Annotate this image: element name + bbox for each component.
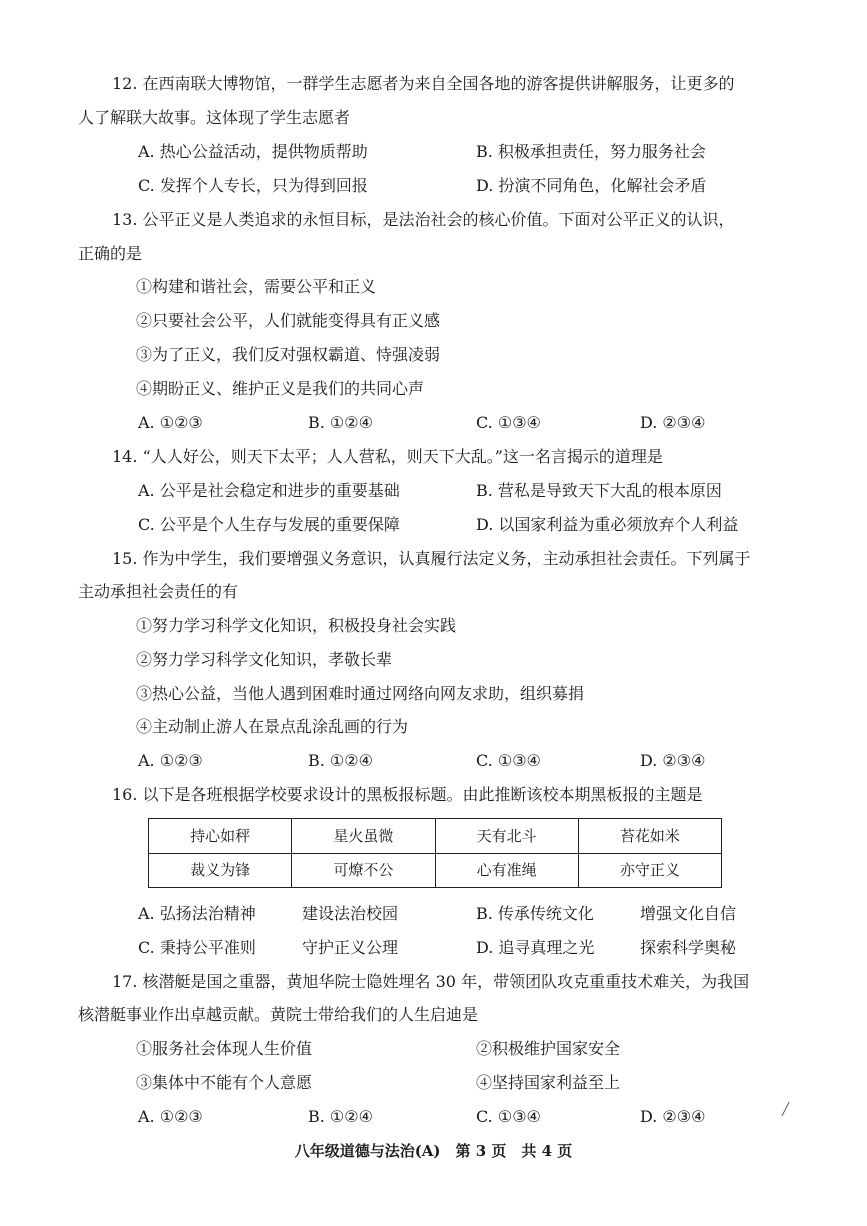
question-14-option-a: A. 公平是社会稳定和进步的重要基础 bbox=[138, 481, 400, 500]
pen-mark: ╱ bbox=[782, 1102, 790, 1116]
question-16-stem: 16. 以下是各班根据学校要求设计的黑板报标题。由此推断该校本期黑板报的主题是 bbox=[112, 785, 703, 804]
question-16-option-a: A. 弘扬法治精神 bbox=[138, 904, 256, 923]
question-12-option-d: D. 扮演不同角色，化解社会矛盾 bbox=[476, 176, 707, 195]
question-13-stem-cont: 正确的是 bbox=[78, 244, 143, 263]
question-17-option-d: D. ②③④ bbox=[640, 1107, 706, 1126]
board-cell: 心有准绳 bbox=[435, 853, 578, 888]
question-13-statement-1: ①构建和谐社会，需要公平和正义 bbox=[136, 277, 377, 296]
question-14-option-c: C. 公平是个人生存与发展的重要保障 bbox=[138, 515, 400, 534]
question-13-statement-4: ④期盼正义、维护正义是我们的共同心声 bbox=[136, 379, 425, 398]
question-12-option-c: C. 发挥个人专长，只为得到回报 bbox=[138, 176, 368, 195]
question-13-option-c: C. ①③④ bbox=[476, 413, 541, 432]
question-13-statement-2: ②只要社会公平，人们就能变得具有正义感 bbox=[136, 311, 441, 330]
question-17-stem: 17. 核潜艇是国之重器，黄旭华院士隐姓埋名 30 年，带领团队攻克重重技术难关，为我国 bbox=[112, 972, 750, 991]
question-15-statement-3: ③热心公益，当他人遇到困难时通过网络向网友求助，组织募捐 bbox=[136, 684, 585, 703]
question-17-option-a: A. ①②③ bbox=[138, 1107, 203, 1126]
question-12-stem-cont: 人了解联大故事。这体现了学生志愿者 bbox=[78, 108, 351, 127]
question-15-option-a: A. ①②③ bbox=[138, 751, 203, 770]
question-13-option-d: D. ②③④ bbox=[640, 413, 706, 432]
table-row bbox=[149, 853, 722, 888]
question-15-option-c: C. ①③④ bbox=[476, 751, 541, 770]
question-16-option-c: C. 秉持公平准则 bbox=[138, 938, 256, 957]
question-15-statement-1: ①努力学习科学文化知识，积极投身社会实践 bbox=[136, 616, 457, 635]
page-footer: 八年级道德与法治(A) 第 3 页 共 4 页 bbox=[294, 1142, 573, 1160]
board-cell: 星火虽微 bbox=[292, 819, 435, 854]
question-15-statement-2: ②努力学习科学文化知识，孝敬长辈 bbox=[136, 650, 393, 669]
question-16-option-d: D. 追寻真理之光 bbox=[476, 938, 595, 957]
question-16-option-b: B. 传承传统文化 bbox=[476, 904, 594, 923]
question-17-statement-4: ④坚持国家利益至上 bbox=[476, 1073, 621, 1092]
question-13-statement-3: ③为了正义，我们反对强权霸道、恃强凌弱 bbox=[136, 345, 441, 364]
question-17-option-c: C. ①③④ bbox=[476, 1107, 541, 1126]
question-14-option-b: B. 营私是导致天下大乱的根本原因 bbox=[476, 481, 722, 500]
question-12-option-a: A. 热心公益活动，提供物质帮助 bbox=[138, 142, 368, 161]
question-17-statement-2: ②积极维护国家安全 bbox=[476, 1039, 621, 1058]
board-cell: 持心如秤 bbox=[149, 819, 292, 854]
question-15-stem: 15. 作为中学生，我们要增强义务意识，认真履行法定义务，主动承担社会责任。下列属于 bbox=[112, 549, 751, 568]
question-16-option-b-extra: 增强文化自信 bbox=[640, 904, 737, 923]
question-14-stem: 14. “人人好公，则天下太平；人人营私，则天下大乱。”这一名言揭示的道理是 bbox=[112, 447, 663, 466]
question-15-statement-4: ④主动制止游人在景点乱涂乱画的行为 bbox=[136, 717, 409, 736]
question-13-option-b: B. ①②④ bbox=[308, 413, 373, 432]
blackboard-titles-table bbox=[148, 818, 722, 888]
table-row bbox=[149, 819, 722, 854]
board-cell: 裁义为锋 bbox=[149, 853, 292, 888]
board-cell: 亦守正义 bbox=[578, 853, 721, 888]
question-16-option-a-extra: 建设法治校园 bbox=[302, 904, 399, 923]
board-cell: 苔花如米 bbox=[578, 819, 721, 854]
board-cell: 天有北斗 bbox=[435, 819, 578, 854]
question-12-stem: 12. 在西南联大博物馆，一群学生志愿者为来自全国各地的游客提供讲解服务，让更多的 bbox=[112, 74, 735, 93]
question-15-option-b: B. ①②④ bbox=[308, 751, 373, 770]
question-17-option-b: B. ①②④ bbox=[308, 1107, 373, 1126]
question-16-option-d-extra: 探索科学奥秘 bbox=[640, 938, 737, 957]
question-17-statement-1: ①服务社会体现人生价值 bbox=[136, 1039, 313, 1058]
question-17-statement-3: ③集体中不能有个人意愿 bbox=[136, 1073, 313, 1092]
question-15-option-d: D. ②③④ bbox=[640, 751, 706, 770]
board-cell: 可燎不公 bbox=[292, 853, 435, 888]
question-17-stem-cont: 核潜艇事业作出卓越贡献。黄院士带给我们的人生启迪是 bbox=[78, 1005, 479, 1024]
question-14-option-d: D. 以国家利益为重必须放弃个人利益 bbox=[476, 515, 739, 534]
question-12-option-b: B. 积极承担责任，努力服务社会 bbox=[476, 142, 706, 161]
question-13-option-a: A. ①②③ bbox=[138, 413, 203, 432]
question-13-stem: 13. 公平正义是人类追求的永恒目标，是法治社会的核心价值。下面对公平正义的认识， bbox=[112, 210, 735, 229]
question-16-option-c-extra: 守护正义公理 bbox=[302, 938, 399, 957]
question-15-stem-cont: 主动承担社会责任的有 bbox=[78, 582, 239, 601]
